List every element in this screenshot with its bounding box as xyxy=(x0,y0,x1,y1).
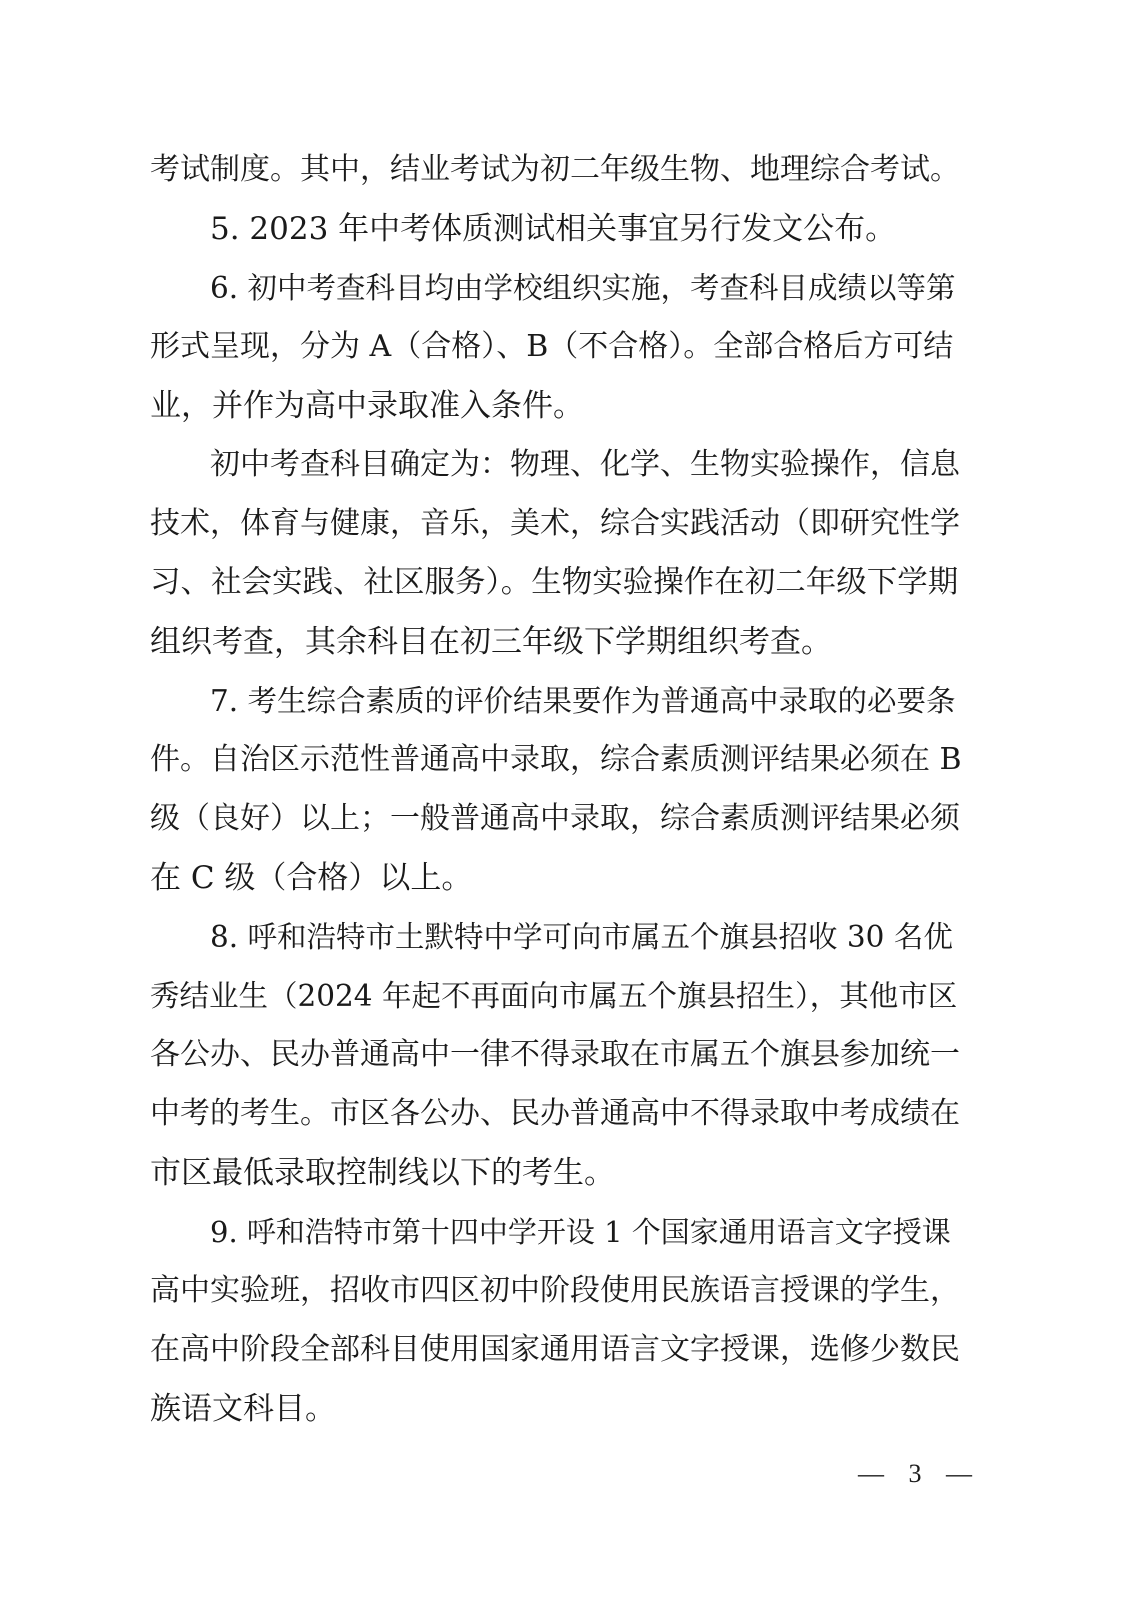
text-line: 组织考查，其余科目在初三年级下学期组织考查。 xyxy=(150,624,832,660)
text-line: 秀结业生（2024 年起不再面向市属五个旗县招生），其他市区 xyxy=(150,979,958,1013)
text-line: 件。自治区示范性普通高中录取，综合素质测评结果必须在 B xyxy=(150,742,962,777)
text-line: 市区最低录取控制线以下的考生。 xyxy=(150,1155,615,1191)
text-line: 在 C 级（合格）以上。 xyxy=(150,860,473,896)
footer-dash-right: — xyxy=(946,1459,972,1488)
text-line: 8. 呼和浩特市土默特中学可向市属五个旗县招收 30 名优 xyxy=(210,920,953,954)
text-line: 形式呈现，分为 A（合格）、B（不合格）。全部合格后方可结 xyxy=(150,329,954,364)
text-line: 5. 2023 年中考体质测试相关事宜另行发文公布。 xyxy=(210,211,897,247)
page-footer xyxy=(858,1458,972,1490)
text-line: 6. 初中考查科目均由学校组织实施，考查科目成绩以等第 xyxy=(210,271,956,305)
text-line: 在高中阶段全部科目使用国家通用语言文字授课，选修少数民 xyxy=(150,1332,960,1367)
page-number: 3 xyxy=(908,1459,922,1488)
text-line: 技术，体育与健康，音乐，美术，综合实践活动（即研究性学 xyxy=(150,506,960,541)
text-line: 级（良好）以上；一般普通高中录取，综合素质测评结果必须 xyxy=(150,801,960,836)
text-line: 7. 考生综合素质的评价结果要作为普通高中录取的必要条 xyxy=(210,684,956,718)
text-line: 初中考查科目确定为：物理、化学、生物实验操作，信息 xyxy=(210,447,960,482)
text-line: 各公办、民办普通高中一律不得录取在市属五个旗县参加统一 xyxy=(150,1037,960,1072)
footer-dash-left: — xyxy=(858,1459,884,1488)
text-line: 族语文科目。 xyxy=(150,1391,336,1427)
text-line: 中考的考生。市区各公办、民办普通高中不得录取中考成绩在 xyxy=(150,1096,960,1131)
text-line: 业，并作为高中录取准入条件。 xyxy=(150,388,584,424)
text-line: 习、社会实践、社区服务）。生物实验操作在初二年级下学期 xyxy=(150,565,959,600)
text-line: 高中实验班，招收市四区初中阶段使用民族语言授课的学生， xyxy=(150,1273,960,1308)
text-line: 考试制度。其中，结业考试为初二年级生物、地理综合考试。 xyxy=(150,152,960,187)
text-line: 9. 呼和浩特市第十四中学开设 1 个国家通用语言文字授课 xyxy=(210,1215,951,1249)
